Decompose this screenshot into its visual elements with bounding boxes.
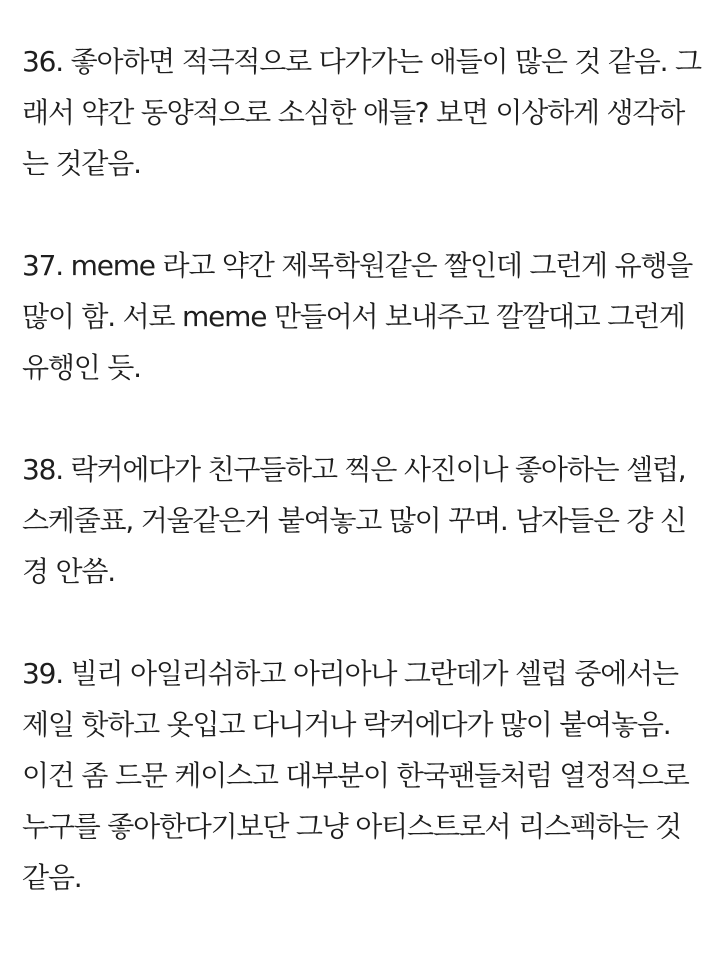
text-line: 래서 약간 동양적으로 소심한 애들? 보면 이상하게 생각하 (22, 96, 685, 129)
paragraph-36 (22, 36, 702, 189)
text-line: 이건 좀 드문 케이스고 대부분이 한국팬들처럼 열정적으로 (22, 759, 689, 792)
text-line: 38. 락커에다가 친구들하고 찍은 사진이나 좋아하는 셀럽, (22, 453, 686, 486)
text-line: 제일 핫하고 옷입고 다니거나 락커에다가 많이 붙여놓음. (22, 708, 671, 741)
text-line: 많이 함. 서로 meme 만들어서 보내주고 깔깔대고 그런게 (22, 300, 685, 333)
paragraph-38 (22, 444, 702, 597)
text-line: 36. 좋아하면 적극적으로 다가가는 애들이 많은 것 같음. 그 (22, 45, 701, 78)
text-line: 37. meme 라고 약간 제목학원같은 짤인데 그런게 유행을 (22, 249, 693, 282)
text-line: 같음. (22, 861, 82, 894)
article-body (22, 36, 702, 954)
text-line: 경 안씀. (22, 555, 115, 588)
paragraph-39 (22, 648, 702, 903)
text-line: 39. 빌리 아일리쉬하고 아리아나 그란데가 셀럽 중에서는 (22, 657, 678, 690)
paragraph-37 (22, 240, 702, 393)
text-line: 스케줄표, 거울같은거 붙여놓고 많이 꾸며. 남자들은 걍 신 (22, 504, 686, 537)
text-line: 누구를 좋아한다기보단 그냥 아티스트로서 리스펙하는 것 (22, 810, 681, 843)
text-line: 는 것같음. (22, 147, 141, 180)
text-line: 유행인 듯. (22, 351, 141, 384)
